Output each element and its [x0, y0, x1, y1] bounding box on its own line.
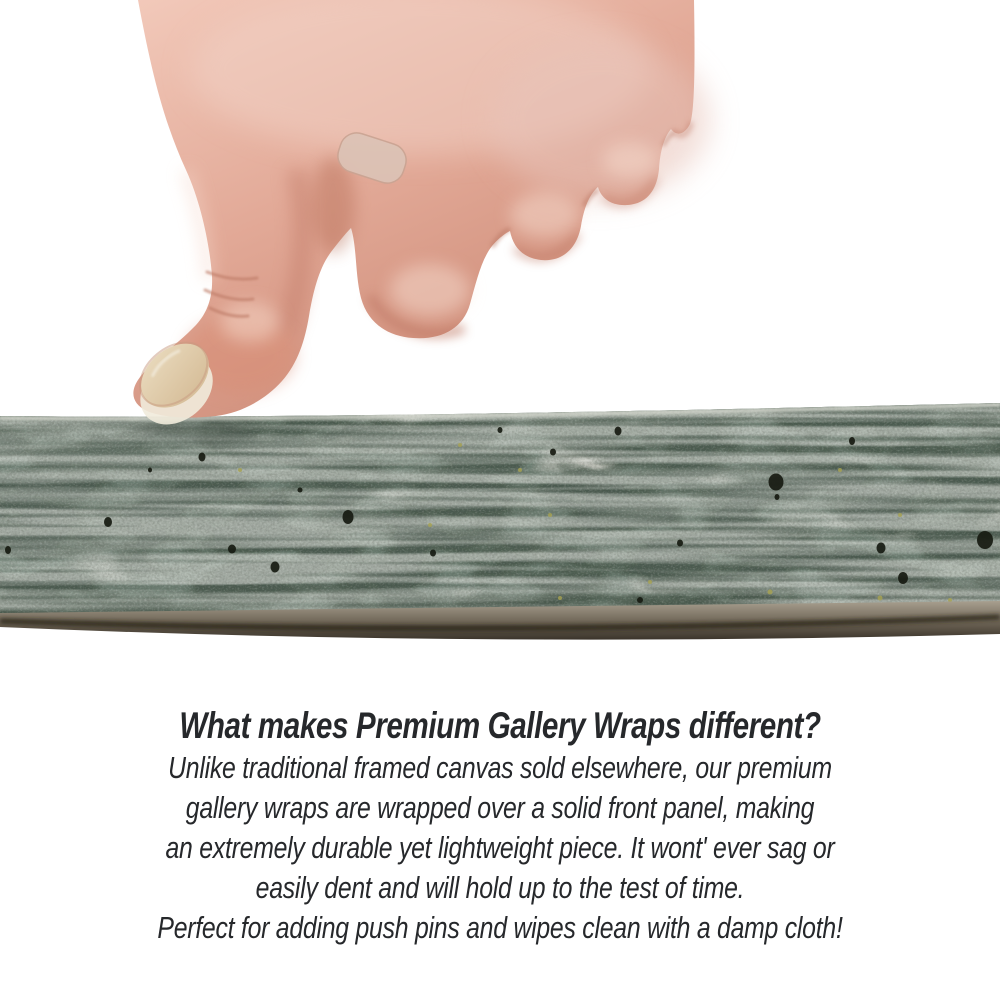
- caption-line-3: an extremely durable yet lightweight piece. It wont' ever sag or: [165, 830, 835, 865]
- caption-line-2: gallery wraps are wrapped over a solid front panel, making: [185, 790, 815, 825]
- caption-heading: What makes Premium Gallery Wraps different?: [179, 705, 821, 746]
- thumb-contact-shadow: [137, 419, 257, 445]
- canvas-edge-strip: [0, 394, 1000, 640]
- caption-block: [0, 703, 1000, 948]
- caption-line-4: easily dent and will hold up to the test of time.: [255, 870, 745, 905]
- hand: [120, 0, 710, 439]
- caption-line-1: Unlike traditional framed canvas sold elsewhere, our premium: [168, 750, 832, 785]
- caption-line-5: Perfect for adding push pins and wipes clean with a damp cloth!: [157, 910, 843, 945]
